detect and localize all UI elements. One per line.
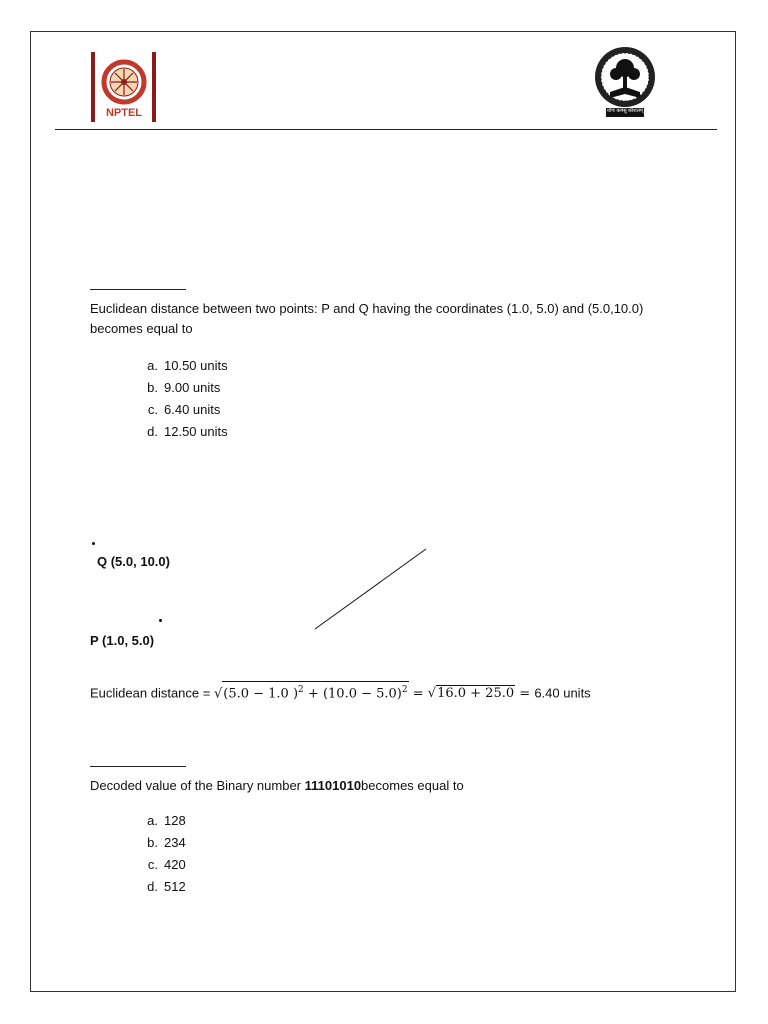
option-text: 10.50 units (164, 358, 228, 373)
question2-rule (90, 766, 186, 767)
plus-sign: + (303, 686, 323, 702)
question1-option-d (136, 423, 228, 441)
option-text: 420 (164, 857, 186, 872)
question2-text (90, 776, 464, 796)
question2-option-d (136, 878, 186, 896)
sqrt-expression: √(5.0 − 1.0 )$^2 + (10.0 - 5.0)^2$ (214, 681, 409, 704)
equals-sign: = (408, 686, 428, 702)
term1: (5.0 − 1.0 ) (223, 686, 299, 702)
option-letter: c. (147, 402, 158, 417)
point-p-dot (159, 619, 162, 622)
option-letter: a. (147, 813, 158, 828)
question1-option-b (136, 379, 220, 397)
option-letter: d. (147, 879, 158, 894)
term2: (10.0 − 5.0) (322, 686, 402, 702)
solution-formula (90, 681, 591, 704)
solution-prefix: Euclidean distance = (90, 685, 214, 701)
result-equals-sign: = (515, 686, 535, 702)
solution-result: 6.40 units (534, 685, 591, 701)
option-letter: c. (147, 857, 158, 872)
point-q-dot (92, 542, 95, 545)
nptel-logo-text: NPTEL (105, 107, 143, 119)
sum-radicand: 16.0 + 25.0 (437, 686, 515, 702)
question1-rule (90, 289, 186, 290)
option-letter: b. (147, 835, 158, 850)
header-divider (55, 129, 717, 130)
iit-kgp-motto: योगः कर्मसु कौशलम् (607, 108, 643, 114)
option-letter: d. (147, 424, 158, 439)
term2-exponent: 2 (401, 685, 408, 695)
question2-text-after: becomes equal to (361, 778, 464, 793)
question2-text-before: Decoded value of the Binary number (90, 778, 305, 793)
question2-option-b (136, 834, 186, 852)
distance-line (310, 543, 435, 635)
question1-text: Euclidean distance between two points: P and Q having the coordinates (1.0, 5.0) and (5.0,10.0) becomes equal to (90, 301, 644, 336)
question1-option-a (136, 357, 228, 375)
option-text: 512 (164, 879, 186, 894)
option-text: 9.00 units (164, 380, 221, 395)
iit-kgp-logo (592, 44, 658, 122)
question2-option-c (136, 856, 186, 874)
term1-exponent: 2 (298, 685, 304, 695)
binary-number: 11101010 (304, 778, 362, 793)
sqrt-sum: √16.0 + 25.0 (427, 686, 515, 702)
point-q-label: Q (5.0, 10.0) (97, 554, 170, 569)
option-text: 6.40 units (164, 402, 221, 417)
option-letter: b. (147, 380, 158, 395)
nptel-logo (91, 52, 157, 122)
question1-option-c (136, 401, 220, 419)
option-text: 12.50 units (164, 424, 228, 439)
option-text: 128 (164, 813, 186, 828)
question2-option-a (136, 812, 186, 830)
option-letter: a. (147, 358, 158, 373)
point-p-label: P (1.0, 5.0) (90, 633, 155, 648)
option-text: 234 (164, 835, 186, 850)
